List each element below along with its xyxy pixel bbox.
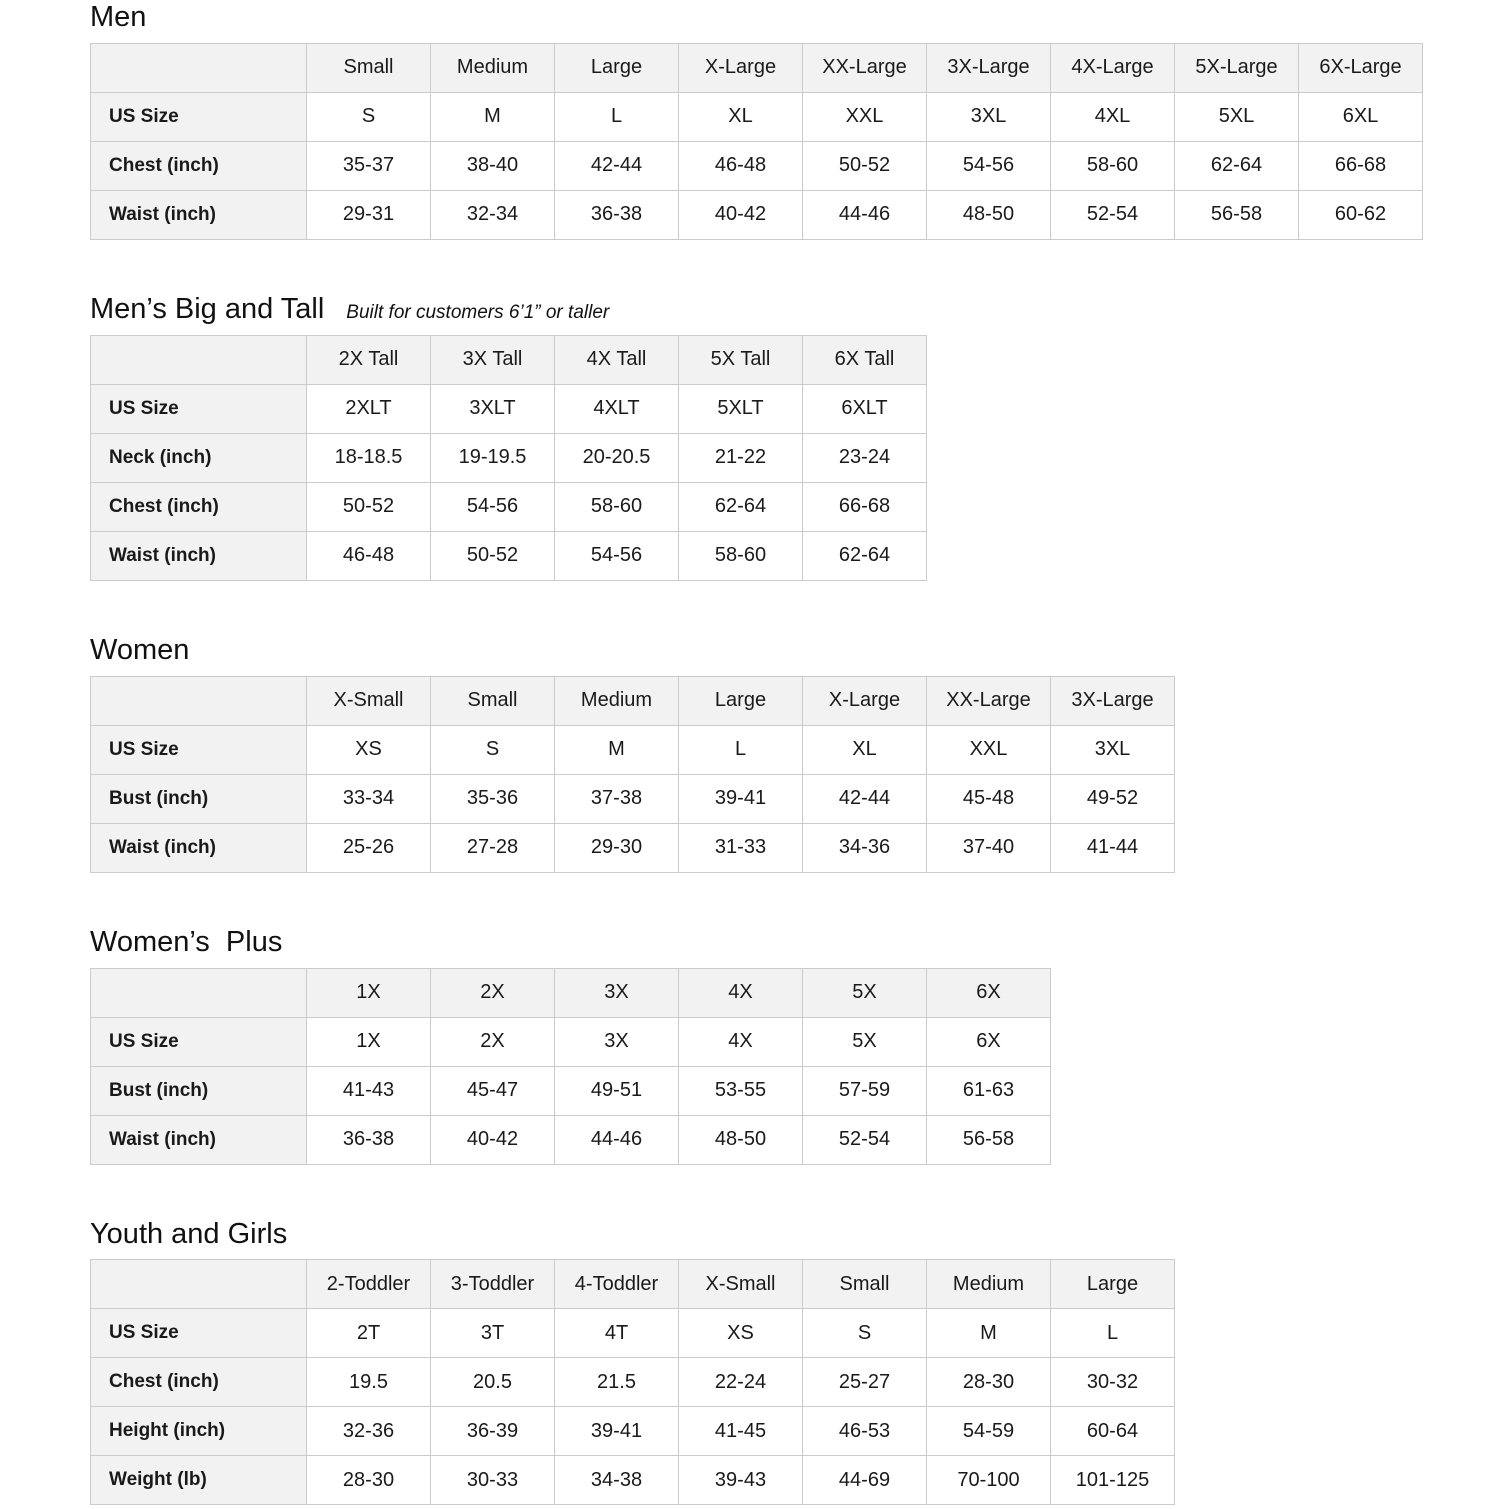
cell-value: 54-56 — [431, 482, 555, 531]
cell-value: 3XL — [927, 92, 1051, 141]
row-label: Chest (inch) — [91, 141, 307, 190]
cell-value: 54-56 — [555, 531, 679, 580]
column-header: 2X — [431, 968, 555, 1017]
row-label: Bust (inch) — [91, 1066, 307, 1115]
column-header: Small — [307, 43, 431, 92]
cell-value: XS — [679, 1309, 803, 1358]
size-table-body — [91, 1309, 1175, 1505]
column-header: X-Small — [307, 676, 431, 725]
table-row — [91, 823, 1175, 872]
section-title: Women — [90, 633, 190, 666]
cell-value: 60-62 — [1299, 190, 1423, 239]
column-header: Large — [555, 43, 679, 92]
cell-value: 2XLT — [307, 384, 431, 433]
table-row — [91, 1407, 1175, 1456]
cell-value: 45-48 — [927, 774, 1051, 823]
cell-value: 3XLT — [431, 384, 555, 433]
cell-value: 3T — [431, 1309, 555, 1358]
cell-value: XL — [803, 725, 927, 774]
row-label: US Size — [91, 1309, 307, 1358]
column-header: X-Large — [679, 43, 803, 92]
size-table-header — [91, 676, 1175, 725]
row-label: Chest (inch) — [91, 482, 307, 531]
cell-value: 49-52 — [1051, 774, 1175, 823]
section-title-row — [90, 635, 1477, 667]
row-label: US Size — [91, 1017, 307, 1066]
table-row — [91, 190, 1423, 239]
corner-cell — [91, 968, 307, 1017]
column-header: XX-Large — [927, 676, 1051, 725]
size-table — [90, 1259, 1175, 1505]
cell-value: 41-43 — [307, 1066, 431, 1115]
cell-value: 2T — [307, 1309, 431, 1358]
cell-value: 4XL — [1051, 92, 1175, 141]
column-header: 3X-Large — [1051, 676, 1175, 725]
column-header: 6X Tall — [803, 335, 927, 384]
size-table-body — [91, 384, 927, 580]
header-row — [91, 1260, 1175, 1309]
cell-value: 44-46 — [803, 190, 927, 239]
cell-value: 20-20.5 — [555, 433, 679, 482]
size-table-header — [91, 968, 1051, 1017]
table-row — [91, 92, 1423, 141]
cell-value: S — [431, 725, 555, 774]
column-header: X-Large — [803, 676, 927, 725]
column-header: 3X Tall — [431, 335, 555, 384]
size-chart-section — [90, 294, 1477, 581]
row-label: US Size — [91, 92, 307, 141]
cell-value: 6XLT — [803, 384, 927, 433]
cell-value: 58-60 — [679, 531, 803, 580]
column-header: Small — [803, 1260, 927, 1309]
column-header: 6X — [927, 968, 1051, 1017]
cell-value: 18-18.5 — [307, 433, 431, 482]
table-row — [91, 433, 927, 482]
size-chart-section — [90, 1219, 1477, 1506]
cell-value: 41-44 — [1051, 823, 1175, 872]
cell-value: 50-52 — [307, 482, 431, 531]
cell-value: 42-44 — [803, 774, 927, 823]
row-label: Height (inch) — [91, 1407, 307, 1456]
cell-value: XXL — [927, 725, 1051, 774]
size-table — [90, 676, 1175, 873]
column-header: 6X-Large — [1299, 43, 1423, 92]
column-header: Large — [1051, 1260, 1175, 1309]
cell-value: 31-33 — [679, 823, 803, 872]
cell-value: 46-53 — [803, 1407, 927, 1456]
size-table — [90, 968, 1051, 1165]
cell-value: 60-64 — [1051, 1407, 1175, 1456]
column-header: Medium — [555, 676, 679, 725]
row-label: US Size — [91, 725, 307, 774]
table-row — [91, 1309, 1175, 1358]
cell-value: 30-32 — [1051, 1358, 1175, 1407]
size-chart-section — [90, 927, 1477, 1165]
column-header: 3X-Large — [927, 43, 1051, 92]
cell-value: 5XLT — [679, 384, 803, 433]
table-row — [91, 725, 1175, 774]
size-table-body — [91, 92, 1423, 239]
cell-value: 44-69 — [803, 1456, 927, 1505]
column-header: Medium — [927, 1260, 1051, 1309]
table-row — [91, 1456, 1175, 1505]
cell-value: 33-34 — [307, 774, 431, 823]
cell-value: 66-68 — [1299, 141, 1423, 190]
cell-value: XL — [679, 92, 803, 141]
cell-value: 4XLT — [555, 384, 679, 433]
cell-value: 28-30 — [307, 1456, 431, 1505]
table-row — [91, 1066, 1051, 1115]
size-table-body — [91, 1017, 1051, 1164]
cell-value: XXL — [803, 92, 927, 141]
cell-value: 66-68 — [803, 482, 927, 531]
header-row — [91, 335, 927, 384]
cell-value: 19.5 — [307, 1358, 431, 1407]
column-header: 5X Tall — [679, 335, 803, 384]
cell-value: 39-41 — [555, 1407, 679, 1456]
cell-value: 35-37 — [307, 141, 431, 190]
column-header: 2-Toddler — [307, 1260, 431, 1309]
row-label: Waist (inch) — [91, 190, 307, 239]
row-label: Weight (lb) — [91, 1456, 307, 1505]
column-header: 4X — [679, 968, 803, 1017]
section-title-row — [90, 1219, 1477, 1251]
cell-value: 46-48 — [307, 531, 431, 580]
section-subtitle: Built for customers 6’1” or taller — [346, 301, 610, 323]
corner-cell — [91, 676, 307, 725]
row-label: Chest (inch) — [91, 1358, 307, 1407]
header-row — [91, 43, 1423, 92]
corner-cell — [91, 1260, 307, 1309]
table-row — [91, 531, 927, 580]
section-title: Men — [90, 1, 147, 33]
column-header: 4-Toddler — [555, 1260, 679, 1309]
column-header: 1X — [307, 968, 431, 1017]
cell-value: 58-60 — [1051, 141, 1175, 190]
cell-value: 29-30 — [555, 823, 679, 872]
cell-value: L — [1051, 1309, 1175, 1358]
cell-value: 25-26 — [307, 823, 431, 872]
cell-value: XS — [307, 725, 431, 774]
row-label: Bust (inch) — [91, 774, 307, 823]
cell-value: 48-50 — [927, 190, 1051, 239]
cell-value: 62-64 — [1175, 141, 1299, 190]
cell-value: S — [307, 92, 431, 141]
cell-value: 23-24 — [803, 433, 927, 482]
cell-value: 62-64 — [803, 531, 927, 580]
size-chart-section — [90, 2, 1477, 240]
table-row — [91, 141, 1423, 190]
cell-value: 6X — [927, 1017, 1051, 1066]
row-label: Waist (inch) — [91, 1115, 307, 1164]
cell-value: 42-44 — [555, 141, 679, 190]
size-table — [90, 43, 1423, 240]
row-label: Waist (inch) — [91, 823, 307, 872]
cell-value: 36-38 — [307, 1115, 431, 1164]
cell-value: 56-58 — [1175, 190, 1299, 239]
cell-value: M — [431, 92, 555, 141]
cell-value: 34-36 — [803, 823, 927, 872]
column-header: 2X Tall — [307, 335, 431, 384]
cell-value: 27-28 — [431, 823, 555, 872]
column-header: 4X Tall — [555, 335, 679, 384]
cell-value: 37-40 — [927, 823, 1051, 872]
cell-value: S — [803, 1309, 927, 1358]
cell-value: 38-40 — [431, 141, 555, 190]
cell-value: 5XL — [1175, 92, 1299, 141]
cell-value: 39-41 — [679, 774, 803, 823]
cell-value: 37-38 — [555, 774, 679, 823]
cell-value: 48-50 — [679, 1115, 803, 1164]
cell-value: 53-55 — [679, 1066, 803, 1115]
section-title: Women’s Plus — [90, 925, 283, 958]
cell-value: 3XL — [1051, 725, 1175, 774]
cell-value: 28-30 — [927, 1358, 1051, 1407]
size-table-header — [91, 43, 1423, 92]
column-header: Large — [679, 676, 803, 725]
table-row — [91, 482, 927, 531]
cell-value: 57-59 — [803, 1066, 927, 1115]
cell-value: 50-52 — [431, 531, 555, 580]
cell-value: 41-45 — [679, 1407, 803, 1456]
cell-value: 29-31 — [307, 190, 431, 239]
cell-value: 3X — [555, 1017, 679, 1066]
table-row — [91, 1017, 1051, 1066]
size-chart-section — [90, 635, 1477, 873]
table-row — [91, 1358, 1175, 1407]
cell-value: L — [679, 725, 803, 774]
size-table-header — [91, 335, 927, 384]
size-table-header — [91, 1260, 1175, 1309]
size-charts — [90, 2, 1477, 1505]
cell-value: 62-64 — [679, 482, 803, 531]
cell-value: 54-56 — [927, 141, 1051, 190]
cell-value: M — [927, 1309, 1051, 1358]
size-table-body — [91, 725, 1175, 872]
table-row — [91, 1115, 1051, 1164]
table-row — [91, 384, 927, 433]
cell-value: 19-19.5 — [431, 433, 555, 482]
header-row — [91, 968, 1051, 1017]
corner-cell — [91, 335, 307, 384]
table-row — [91, 774, 1175, 823]
cell-value: 21.5 — [555, 1358, 679, 1407]
column-header: Small — [431, 676, 555, 725]
column-header: 5X — [803, 968, 927, 1017]
cell-value: 44-46 — [555, 1115, 679, 1164]
cell-value: 4X — [679, 1017, 803, 1066]
cell-value: L — [555, 92, 679, 141]
cell-value: 45-47 — [431, 1066, 555, 1115]
cell-value: 32-34 — [431, 190, 555, 239]
cell-value: 40-42 — [679, 190, 803, 239]
cell-value: 36-39 — [431, 1407, 555, 1456]
size-table — [90, 335, 927, 581]
cell-value: 32-36 — [307, 1407, 431, 1456]
row-label: US Size — [91, 384, 307, 433]
column-header: X-Small — [679, 1260, 803, 1309]
section-title: Men’s Big and Tall — [90, 292, 325, 325]
cell-value: 22-24 — [679, 1358, 803, 1407]
cell-value: 50-52 — [803, 141, 927, 190]
row-label: Waist (inch) — [91, 531, 307, 580]
section-title-row — [90, 927, 1477, 959]
cell-value: 30-33 — [431, 1456, 555, 1505]
section-title: Youth and Girls — [90, 1217, 288, 1250]
column-header: 3X — [555, 968, 679, 1017]
column-header: XX-Large — [803, 43, 927, 92]
cell-value: M — [555, 725, 679, 774]
column-header: 3-Toddler — [431, 1260, 555, 1309]
cell-value: 40-42 — [431, 1115, 555, 1164]
cell-value: 39-43 — [679, 1456, 803, 1505]
row-label: Neck (inch) — [91, 433, 307, 482]
column-header: Medium — [431, 43, 555, 92]
cell-value: 52-54 — [1051, 190, 1175, 239]
cell-value: 101-125 — [1051, 1456, 1175, 1505]
cell-value: 4T — [555, 1309, 679, 1358]
cell-value: 35-36 — [431, 774, 555, 823]
cell-value: 2X — [431, 1017, 555, 1066]
cell-value: 5X — [803, 1017, 927, 1066]
cell-value: 61-63 — [927, 1066, 1051, 1115]
cell-value: 46-48 — [679, 141, 803, 190]
section-title-row — [90, 294, 1477, 326]
cell-value: 34-38 — [555, 1456, 679, 1505]
cell-value: 58-60 — [555, 482, 679, 531]
cell-value: 20.5 — [431, 1358, 555, 1407]
cell-value: 49-51 — [555, 1066, 679, 1115]
cell-value: 70-100 — [927, 1456, 1051, 1505]
cell-value: 1X — [307, 1017, 431, 1066]
cell-value: 6XL — [1299, 92, 1423, 141]
cell-value: 21-22 — [679, 433, 803, 482]
column-header: 5X-Large — [1175, 43, 1299, 92]
corner-cell — [91, 43, 307, 92]
cell-value: 36-38 — [555, 190, 679, 239]
cell-value: 54-59 — [927, 1407, 1051, 1456]
section-title-row — [90, 2, 1477, 34]
cell-value: 56-58 — [927, 1115, 1051, 1164]
cell-value: 52-54 — [803, 1115, 927, 1164]
header-row — [91, 676, 1175, 725]
column-header: 4X-Large — [1051, 43, 1175, 92]
cell-value: 25-27 — [803, 1358, 927, 1407]
